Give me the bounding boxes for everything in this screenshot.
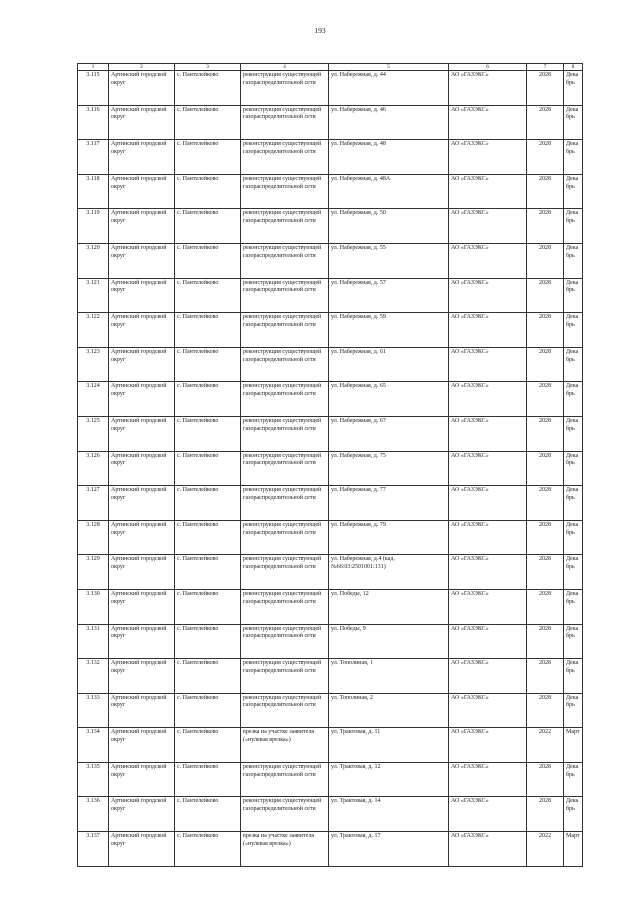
cell-organization: АО «ГАЗЭКС»: [449, 624, 527, 659]
cell-work-type: реконструкция существующей газораспределительной сети: [241, 140, 329, 175]
cell-year: 2028: [527, 105, 564, 140]
cell-work-type: реконструкция существующей газораспределительной сети: [241, 555, 329, 590]
cell-row-number: 3.128: [78, 520, 109, 555]
cell-month: Декабрь: [564, 797, 583, 832]
cell-year: 2028: [527, 278, 564, 313]
cell-settlement: с. Пантелейково: [175, 174, 241, 209]
cell-row-number: 3.136: [78, 797, 109, 832]
cell-address: ул. Победы, 9: [329, 624, 449, 659]
cell-row-number: 3.126: [78, 451, 109, 486]
cell-row-number: 3.116: [78, 105, 109, 140]
cell-month: Декабрь: [564, 71, 583, 106]
column-header: 7: [527, 64, 564, 71]
cell-row-number: 3.123: [78, 347, 109, 382]
cell-work-type: реконструкция существующей газораспределительной сети: [241, 243, 329, 278]
cell-month: Март: [564, 832, 583, 867]
table-row: [78, 451, 583, 486]
cell-organization: АО «ГАЗЭКС»: [449, 416, 527, 451]
cell-row-number: 3.125: [78, 416, 109, 451]
cell-year: 2028: [527, 71, 564, 106]
cell-work-type: реконструкция существующей газораспределительной сети: [241, 520, 329, 555]
column-header: 6: [449, 64, 527, 71]
cell-settlement: с. Пантелейково: [175, 382, 241, 417]
cell-year: 2022: [527, 832, 564, 867]
cell-address: ул. Набережная, д. 61: [329, 347, 449, 382]
cell-month: Декабрь: [564, 382, 583, 417]
cell-municipality: Артинский городской округ: [109, 105, 175, 140]
cell-address: ул. Набережная, д. 46: [329, 105, 449, 140]
cell-month: Декабрь: [564, 278, 583, 313]
cell-month: Декабрь: [564, 209, 583, 244]
table-row: [78, 243, 583, 278]
cell-work-type: реконструкция существующей газораспределительной сети: [241, 486, 329, 521]
cell-settlement: с. Пантелейково: [175, 797, 241, 832]
cell-work-type: врезка на участке заявителя («нулевая врезка»): [241, 728, 329, 763]
cell-settlement: с. Пантелейково: [175, 209, 241, 244]
cell-address: ул. Набережная, д. 50: [329, 209, 449, 244]
cell-year: 2028: [527, 486, 564, 521]
table-row: [78, 416, 583, 451]
cell-year: 2022: [527, 728, 564, 763]
table-row: [78, 659, 583, 694]
cell-row-number: 3.133: [78, 693, 109, 728]
cell-row-number: 3.130: [78, 589, 109, 624]
cell-settlement: с. Пантелейково: [175, 693, 241, 728]
cell-settlement: с. Пантелейково: [175, 140, 241, 175]
cell-row-number: 3.127: [78, 486, 109, 521]
gas-network-table: [77, 63, 583, 867]
cell-month: Декабрь: [564, 347, 583, 382]
cell-month: Март: [564, 728, 583, 763]
cell-work-type: реконструкция существующей газораспределительной сети: [241, 174, 329, 209]
cell-year: 2028: [527, 140, 564, 175]
cell-municipality: Артинский городской округ: [109, 243, 175, 278]
table-body: [78, 64, 583, 867]
table-header-row: [78, 64, 583, 71]
cell-organization: АО «ГАЗЭКС»: [449, 832, 527, 867]
cell-year: 2028: [527, 797, 564, 832]
cell-address: ул. Тополиная, 1: [329, 659, 449, 694]
cell-work-type: реконструкция существующей газораспределительной сети: [241, 71, 329, 106]
column-header: 3: [175, 64, 241, 71]
table-row: [78, 693, 583, 728]
cell-work-type: реконструкция существующей газораспределительной сети: [241, 451, 329, 486]
cell-work-type: реконструкция существующей газораспределительной сети: [241, 589, 329, 624]
cell-organization: АО «ГАЗЭКС»: [449, 728, 527, 763]
table-row: [78, 589, 583, 624]
cell-row-number: 3.117: [78, 140, 109, 175]
cell-row-number: 3.115: [78, 71, 109, 106]
table-row: [78, 105, 583, 140]
cell-settlement: с. Пантелейково: [175, 520, 241, 555]
cell-organization: АО «ГАЗЭКС»: [449, 762, 527, 797]
cell-work-type: реконструкция существующей газораспределительной сети: [241, 105, 329, 140]
table-row: [78, 347, 583, 382]
cell-month: Декабрь: [564, 243, 583, 278]
cell-address: ул. Трактовая, д. 12: [329, 762, 449, 797]
cell-row-number: 3.135: [78, 762, 109, 797]
table-row: [78, 624, 583, 659]
cell-municipality: Артинский городской округ: [109, 71, 175, 106]
cell-organization: АО «ГАЗЭКС»: [449, 382, 527, 417]
cell-year: 2028: [527, 659, 564, 694]
table-row: [78, 486, 583, 521]
cell-year: 2028: [527, 174, 564, 209]
cell-year: 2028: [527, 693, 564, 728]
cell-municipality: Артинский городской округ: [109, 451, 175, 486]
cell-municipality: Артинский городской округ: [109, 278, 175, 313]
cell-organization: АО «ГАЗЭКС»: [449, 555, 527, 590]
cell-settlement: с. Пантелейково: [175, 313, 241, 348]
cell-settlement: с. Пантелейково: [175, 832, 241, 867]
cell-address: ул. Набережная, д. 44: [329, 71, 449, 106]
cell-work-type: реконструкция существующей газораспределительной сети: [241, 762, 329, 797]
cell-month: Декабрь: [564, 659, 583, 694]
cell-year: 2028: [527, 382, 564, 417]
cell-municipality: Артинский городской округ: [109, 555, 175, 590]
cell-municipality: Артинский городской округ: [109, 209, 175, 244]
cell-organization: АО «ГАЗЭКС»: [449, 174, 527, 209]
cell-row-number: 3.119: [78, 209, 109, 244]
cell-settlement: с. Пантелейково: [175, 243, 241, 278]
cell-address: ул. Набережная, д. 48: [329, 140, 449, 175]
cell-work-type: реконструкция существующей газораспределительной сети: [241, 659, 329, 694]
cell-municipality: Артинский городской округ: [109, 382, 175, 417]
cell-settlement: с. Пантелейково: [175, 486, 241, 521]
cell-month: Декабрь: [564, 451, 583, 486]
cell-organization: АО «ГАЗЭКС»: [449, 659, 527, 694]
table-row: [78, 382, 583, 417]
cell-organization: АО «ГАЗЭКС»: [449, 278, 527, 313]
cell-work-type: реконструкция существующей газораспределительной сети: [241, 313, 329, 348]
cell-year: 2028: [527, 520, 564, 555]
cell-municipality: Артинский городской округ: [109, 693, 175, 728]
cell-address: ул. Набережная, д.4 (кад.№66:03:2501001:131): [329, 555, 449, 590]
cell-address: ул. Трактовая, д. 14: [329, 797, 449, 832]
cell-organization: АО «ГАЗЭКС»: [449, 71, 527, 106]
cell-municipality: Артинский городской округ: [109, 659, 175, 694]
cell-row-number: 3.134: [78, 728, 109, 763]
cell-work-type: врезка на участке заявителя («нулевая врезка»): [241, 832, 329, 867]
cell-address: ул. Набережная, д. 59: [329, 313, 449, 348]
cell-organization: АО «ГАЗЭКС»: [449, 797, 527, 832]
cell-work-type: реконструкция существующей газораспределительной сети: [241, 209, 329, 244]
cell-work-type: реконструкция существующей газораспределительной сети: [241, 416, 329, 451]
cell-municipality: Артинский городской округ: [109, 797, 175, 832]
cell-address: ул. Набережная, д. 67: [329, 416, 449, 451]
cell-municipality: Артинский городской округ: [109, 520, 175, 555]
cell-year: 2028: [527, 624, 564, 659]
cell-row-number: 3.132: [78, 659, 109, 694]
cell-organization: АО «ГАЗЭКС»: [449, 209, 527, 244]
cell-work-type: реконструкция существующей газораспределительной сети: [241, 624, 329, 659]
cell-organization: АО «ГАЗЭКС»: [449, 140, 527, 175]
cell-organization: АО «ГАЗЭКС»: [449, 589, 527, 624]
cell-row-number: 3.121: [78, 278, 109, 313]
cell-year: 2028: [527, 243, 564, 278]
cell-row-number: 3.120: [78, 243, 109, 278]
cell-address: ул. Набережная, д. 75: [329, 451, 449, 486]
cell-row-number: 3.129: [78, 555, 109, 590]
table-row: [78, 313, 583, 348]
cell-year: 2028: [527, 555, 564, 590]
column-header: 4: [241, 64, 329, 71]
cell-organization: АО «ГАЗЭКС»: [449, 486, 527, 521]
cell-work-type: реконструкция существующей газораспределительной сети: [241, 347, 329, 382]
cell-year: 2028: [527, 451, 564, 486]
cell-address: ул. Трактовая, д. 17: [329, 832, 449, 867]
cell-year: 2028: [527, 313, 564, 348]
cell-work-type: реконструкция существующей газораспределительной сети: [241, 693, 329, 728]
cell-municipality: Артинский городской округ: [109, 347, 175, 382]
cell-settlement: с. Пантелейково: [175, 728, 241, 763]
cell-settlement: с. Пантелейково: [175, 451, 241, 486]
cell-year: 2028: [527, 209, 564, 244]
cell-settlement: с. Пантелейково: [175, 589, 241, 624]
cell-address: ул. Набережная, д. 48А: [329, 174, 449, 209]
cell-settlement: с. Пантелейково: [175, 624, 241, 659]
cell-address: ул. Тополиная, 2: [329, 693, 449, 728]
cell-municipality: Артинский городской округ: [109, 589, 175, 624]
cell-work-type: реконструкция существующей газораспределительной сети: [241, 382, 329, 417]
cell-year: 2028: [527, 762, 564, 797]
cell-month: Декабрь: [564, 520, 583, 555]
cell-month: Декабрь: [564, 624, 583, 659]
table-row: [78, 278, 583, 313]
column-header: 5: [329, 64, 449, 71]
page-number: 193: [314, 26, 326, 35]
cell-year: 2028: [527, 589, 564, 624]
table-row: [78, 140, 583, 175]
cell-address: ул. Набережная, д. 79: [329, 520, 449, 555]
cell-settlement: с. Пантелейково: [175, 762, 241, 797]
cell-municipality: Артинский городской округ: [109, 174, 175, 209]
cell-address: ул. Победы, 12: [329, 589, 449, 624]
cell-organization: АО «ГАЗЭКС»: [449, 693, 527, 728]
cell-organization: АО «ГАЗЭКС»: [449, 347, 527, 382]
cell-settlement: с. Пантелейково: [175, 105, 241, 140]
cell-municipality: Артинский городской округ: [109, 624, 175, 659]
table-row: [78, 174, 583, 209]
cell-municipality: Артинский городской округ: [109, 728, 175, 763]
cell-month: Декабрь: [564, 589, 583, 624]
cell-month: Декабрь: [564, 555, 583, 590]
cell-month: Декабрь: [564, 140, 583, 175]
table-row: [78, 797, 583, 832]
cell-settlement: с. Пантелейково: [175, 71, 241, 106]
cell-work-type: реконструкция существующей газораспределительной сети: [241, 797, 329, 832]
column-header: 1: [78, 64, 109, 71]
column-header: 8: [564, 64, 583, 71]
cell-month: Декабрь: [564, 416, 583, 451]
cell-address: ул. Набережная, д. 57: [329, 278, 449, 313]
cell-year: 2028: [527, 416, 564, 451]
cell-row-number: 3.137: [78, 832, 109, 867]
cell-month: Декабрь: [564, 174, 583, 209]
table-row: [78, 71, 583, 106]
cell-address: ул. Набережная, д. 65: [329, 382, 449, 417]
cell-year: 2028: [527, 347, 564, 382]
cell-month: Декабрь: [564, 693, 583, 728]
cell-month: Декабрь: [564, 105, 583, 140]
table-row: [78, 728, 583, 763]
cell-row-number: 3.122: [78, 313, 109, 348]
cell-address: ул. Набережная, д. 55: [329, 243, 449, 278]
cell-municipality: Артинский городской округ: [109, 140, 175, 175]
cell-municipality: Артинский городской округ: [109, 486, 175, 521]
column-header: 2: [109, 64, 175, 71]
table-row: [78, 520, 583, 555]
cell-address: ул. Набережная, д. 77: [329, 486, 449, 521]
cell-municipality: Артинский городской округ: [109, 762, 175, 797]
cell-row-number: 3.118: [78, 174, 109, 209]
cell-municipality: Артинский городской округ: [109, 832, 175, 867]
cell-month: Декабрь: [564, 486, 583, 521]
cell-address: ул. Трактовая, д. 11: [329, 728, 449, 763]
cell-organization: АО «ГАЗЭКС»: [449, 243, 527, 278]
cell-row-number: 3.124: [78, 382, 109, 417]
cell-settlement: с. Пантелейково: [175, 555, 241, 590]
cell-month: Декабрь: [564, 762, 583, 797]
table-row: [78, 555, 583, 590]
cell-organization: АО «ГАЗЭКС»: [449, 451, 527, 486]
cell-settlement: с. Пантелейково: [175, 416, 241, 451]
cell-settlement: с. Пантелейково: [175, 278, 241, 313]
cell-work-type: реконструкция существующей газораспределительной сети: [241, 278, 329, 313]
cell-organization: АО «ГАЗЭКС»: [449, 105, 527, 140]
cell-organization: АО «ГАЗЭКС»: [449, 313, 527, 348]
table-row: [78, 762, 583, 797]
cell-organization: АО «ГАЗЭКС»: [449, 520, 527, 555]
cell-month: Декабрь: [564, 313, 583, 348]
cell-row-number: 3.131: [78, 624, 109, 659]
cell-municipality: Артинский городской округ: [109, 416, 175, 451]
table-row: [78, 209, 583, 244]
cell-settlement: с. Пантелейково: [175, 347, 241, 382]
cell-municipality: Артинский городской округ: [109, 313, 175, 348]
table-row: [78, 832, 583, 867]
cell-settlement: с. Пантелейково: [175, 659, 241, 694]
